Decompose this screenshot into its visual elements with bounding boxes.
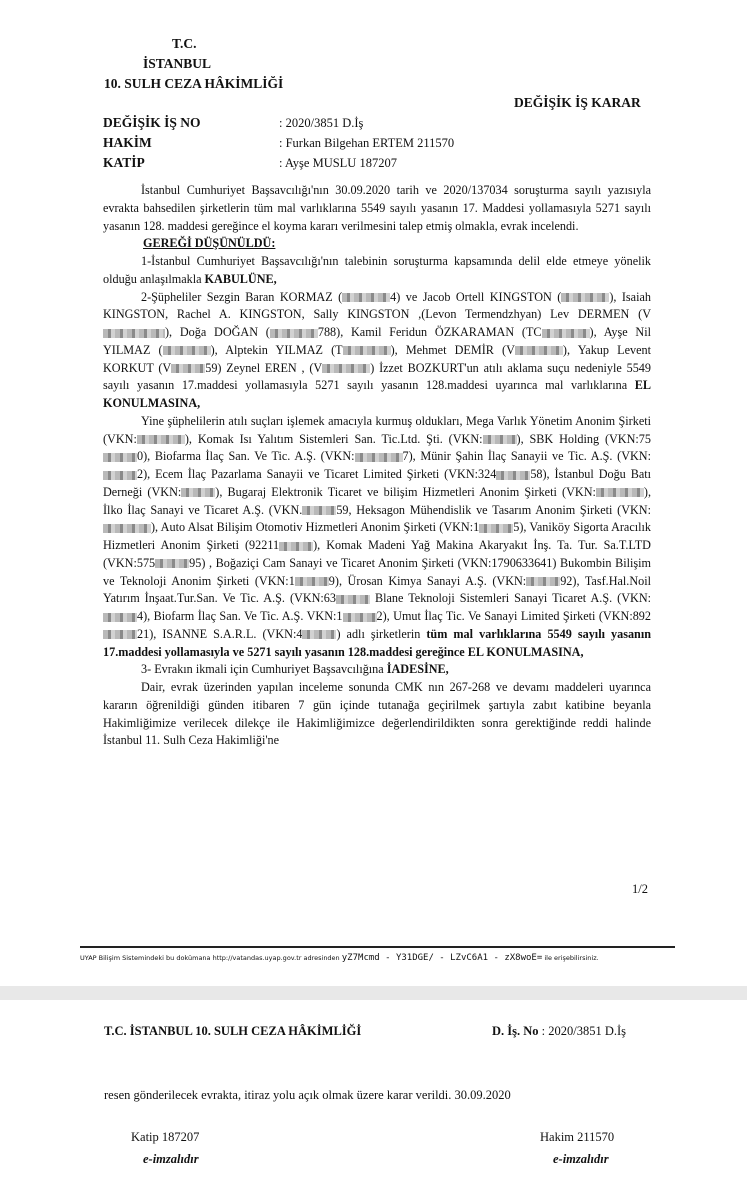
judge-label: HAKİM bbox=[103, 135, 152, 150]
redaction-mark bbox=[155, 559, 189, 568]
item-3-paragraph: 3- Evrakın ikmali için Cumhuriyet Başsavcılığına İADESİNE, bbox=[141, 662, 449, 677]
clerk-signature-name: Katip 187207 bbox=[131, 1130, 200, 1144]
uyap-footer bbox=[80, 953, 599, 963]
redaction-mark bbox=[542, 329, 590, 338]
redaction-mark bbox=[270, 329, 318, 338]
header-tc: T.C. bbox=[172, 36, 197, 51]
redaction-mark bbox=[479, 524, 513, 533]
redaction-mark bbox=[103, 471, 137, 480]
redaction-mark bbox=[561, 293, 609, 302]
footer-tail: ile erişebilirsiniz. bbox=[544, 954, 599, 962]
page2-case-number-value: : 2020/3851 D.İş bbox=[541, 1024, 627, 1038]
redaction-mark bbox=[515, 346, 563, 355]
page2-case-number bbox=[492, 1024, 626, 1039]
case-number-label: DEĞİŞİK İŞ NO bbox=[103, 115, 201, 130]
redaction-mark bbox=[336, 595, 370, 604]
page2-case-number-label: D. İş. No bbox=[492, 1024, 539, 1038]
intro-paragraph: İstanbul Cumhuriyet Başsavcılığı'nın 30.09.2020 tarih ve 2020/137034 soruşturma sayılı yazısıyla evrakta bahsedilen şirketlerin tüm mal varlıklarına 5549 sayılı yasanın 17. Maddesi yollamasıyla 5271 sayılı yasanın 128. maddesi gereğince el koyma kararı verilmesini talep etmiş olmakla, evrak incelendi. bbox=[103, 183, 651, 233]
redaction-mark bbox=[355, 453, 403, 462]
clerk-label: KATİP bbox=[103, 155, 145, 170]
clerk-e-signature: e-imzalıdır bbox=[143, 1152, 199, 1166]
redaction-mark bbox=[302, 630, 336, 639]
redaction-mark bbox=[137, 435, 185, 444]
redaction-mark bbox=[322, 364, 370, 373]
redaction-mark bbox=[526, 577, 560, 586]
redaction-mark bbox=[295, 577, 329, 586]
page-number: 1/2 bbox=[632, 882, 648, 896]
redaction-mark bbox=[103, 613, 137, 622]
footer-divider bbox=[80, 946, 675, 948]
page-2 bbox=[0, 1000, 747, 1200]
item-companies-paragraph: Yine şüphelilerin atılı suçları işlemek amacıyla kurmuş oldukları, Mega Varlık Yönetim Anonim Şirketi (VKN: ), Komak Isı Yalıtım Sistemleri San. Tic.Ltd. Şti. (VKN: ), SBK Holding (VKN:750), Biofarma İlaç San. Ve Tic. A.Ş. (VKN: 7), Münir Şahin İlaç Sanayii ve Tic. A.Ş. (VKN:2), Ecem İlaç Pazarlama Sanayii ve Ticaret Limited Şirketi (VKN:324 58), İstanbul Doğu Batı Derneği (VKN: ), Bugaraj Elektronik Ticaret ve bilişim Hizmetleri Anonim Şirketi (VKN: ), İlko İlaç Sanayi ve Ticaret A.Ş. (VKN. 59, Heksagon Mühendislik ve Tasarım Anonim Şirketi (VKN:), Auto Alsat Bilişim Otomotiv Hizmetleri Anonim Şirketi (VKN:1 5), Vaniköy Sigorta Aracılık Hizmetleri Anonim Şirketi (92211 ), Komak Madeni Yağ Makina Akaryakıt İnş. Ta. Tur. Sa.T.LTD (VKN:575 95) , Boğaziçi Cam Sanayi ve Ticaret Anonim Şirketi (VKN:1790633641) Bukombin Bilişim ve Teknoloji Anonim Şirketi (VKN:1 9), Ürosan Kimya Sanayi A.Ş. (VKN: 92), Tasf.Hal.Noil Yatırım İnşaat.Tur.San. Ve Tic. A.Ş. (VKN:63 Blane Teknoloji Sistemleri Sanayi Ticaret A.Ş. (VKN:4), Biofarm İlaç San. Ve Tic. A.Ş. VKN:1 2), Umut İlaç Tic. Ve Sanayi Limited Şirketi (VKN:89221), ISANNE S.A.R.L. (VKN:4 ) adlı şirketlerin tüm mal varlıklarına 5549 sayılı yasanın 17.maddesi yollamasıyla ve 5271 sayılı yasanın 128.maddesi gereğince EL KONULMASINA, bbox=[103, 413, 652, 659]
redaction-mark bbox=[279, 542, 313, 551]
redaction-mark bbox=[596, 488, 644, 497]
header-court: 10. SULH CEZA HÂKİMLİĞİ bbox=[104, 76, 284, 91]
page2-court: T.C. İSTANBUL 10. SULH CEZA HÂKİMLİĞİ bbox=[104, 1024, 362, 1038]
footer-verification-code: yZ7Mcmd - Y31DGE/ - LZvC6A1 - zX8woE= bbox=[341, 953, 543, 963]
redaction-mark bbox=[496, 471, 530, 480]
page2-text: resen gönderilecek evrakta, itiraz yolu açık olmak üzere karar verildi. 30.09.2020 bbox=[104, 1088, 511, 1102]
redaction-mark bbox=[343, 346, 391, 355]
redaction-mark bbox=[103, 453, 137, 462]
document-type: DEĞİŞİK İŞ KARAR bbox=[514, 95, 641, 110]
judge-value: : Furkan Bilgehan ERTEM 211570 bbox=[279, 136, 455, 150]
redaction-mark bbox=[163, 346, 211, 355]
item-2-paragraph: 2-Şüpheliler Sezgin Baran KORMAZ ( 4) ve Jacob Ortell KINGSTON ( ), Isaiah KINGSTON, Rachel A. KINGSTON, Sally KINGSTON ,(Levon Termendzhyan) Lev DERMEN (V), Doğa DOĞAN ( 788), Kamil Feridun ÖZKARAMAN (TC ), Ayşe Nil YILMAZ ( ), Alptekin YILMAZ (T ), Mehmet DEMİR (V ), Yakup Levent KORKUT (V 59) Zeynel EREN , (V ) İzzet BOZKURT'un atılı aklama suçu nedeniyle 5549 sayılı yasanın 17.maddesi yollamasıyla 5271 sayılı yasanın 128.maddesi uyarınca mal varlıklarına EL KONULMASINA, bbox=[103, 289, 651, 410]
footer-text: UYAP Bilişim Sistemindeki bu dokümana http://vatandas.uyap.gov.tr adresinden bbox=[80, 954, 340, 962]
redaction-mark bbox=[103, 630, 137, 639]
judge-e-signature: e-imzalıdır bbox=[553, 1152, 609, 1166]
redaction-mark bbox=[103, 329, 165, 338]
redaction-mark bbox=[343, 613, 377, 622]
judge-signature-name: Hakim 211570 bbox=[540, 1130, 615, 1144]
header-city: İSTANBUL bbox=[143, 56, 212, 71]
appeal-paragraph: Dair, evrak üzerinden yapılan inceleme sonunda CMK nın 267-268 ve devamı maddeleri uyarınca kararın öğrenildiği günden itibaren 7 gün içinde tutanağa geçirilmek şartıyla zabıt katibine beyanla Hakimliğimize verilecek dilekçe ile Hakimliğimizce değerlendirildikten sonra gerektiğinde reddi halinde İstanbul 11. Sulh Ceza Hakimliği'ne bbox=[103, 680, 651, 748]
redaction-mark bbox=[181, 488, 215, 497]
case-number-value: : 2020/3851 D.İş bbox=[279, 116, 364, 130]
clerk-value: : Ayşe MUSLU 187207 bbox=[279, 156, 397, 170]
decision-body bbox=[103, 182, 651, 750]
item-1-paragraph: 1-İstanbul Cumhuriyet Başsavcılığı'nın talebinin soruşturma kapsamında delil elde etmeye yönelik olduğu anlaşılmakla KABULÜNE, bbox=[103, 254, 651, 286]
redaction-mark bbox=[302, 506, 336, 515]
decision-heading: GEREĞİ DÜŞÜNÜLDÜ: bbox=[143, 236, 276, 251]
redaction-mark bbox=[483, 435, 517, 444]
redaction-mark bbox=[342, 293, 390, 302]
redaction-mark bbox=[103, 524, 151, 533]
redaction-mark bbox=[171, 364, 205, 373]
